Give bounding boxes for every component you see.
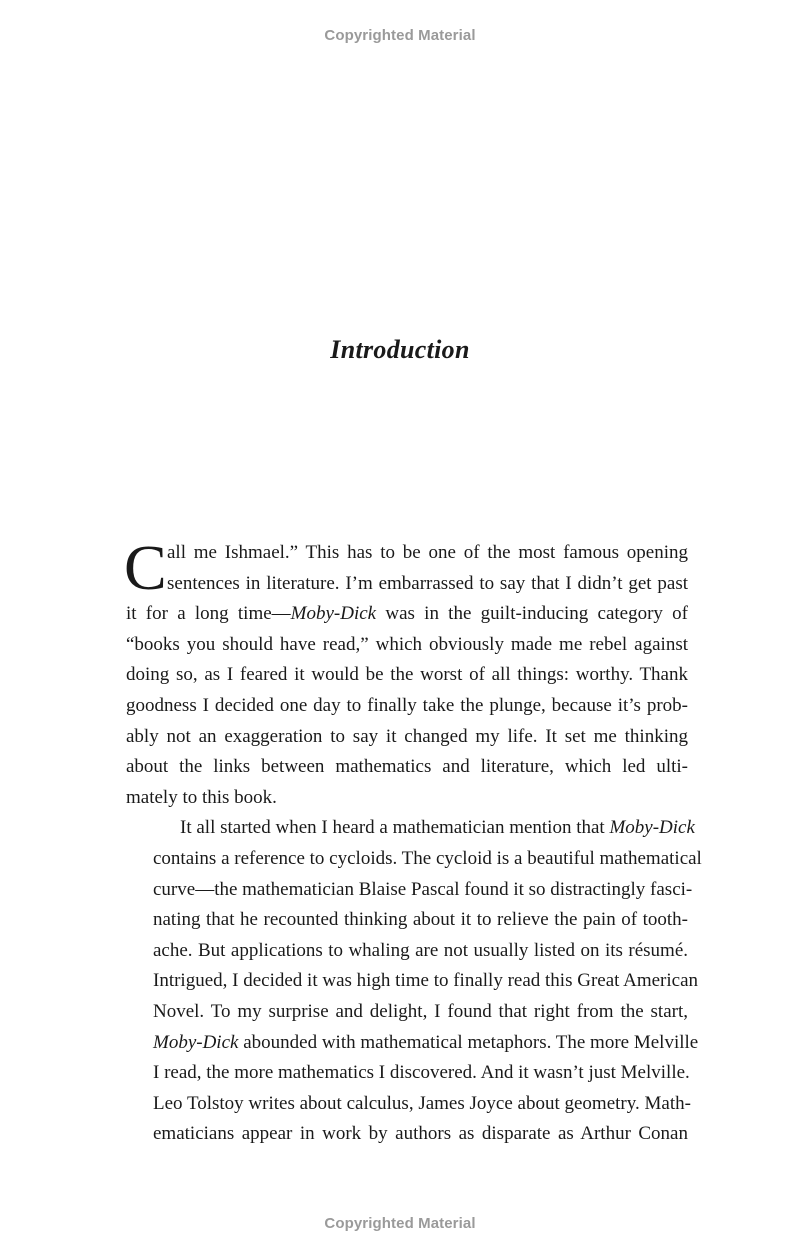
text-fragment: abounded with mathematical metaphors. The more Melville <box>243 1031 699 1053</box>
body-text <box>124 532 702 1150</box>
text-line: ematicians appear in work by authors as disparate as Arthur Conan <box>153 1123 688 1145</box>
text-line <box>126 599 688 630</box>
paragraph-1 <box>124 532 688 813</box>
text-fragment: it for a long time— <box>126 603 291 625</box>
copyright-watermark-bottom: Copyrighted Material <box>324 1215 476 1232</box>
copyright-watermark-top: Copyrighted Material <box>324 27 476 44</box>
text-line: ably not an exaggeration to say it changed my life. It set me thinking <box>126 725 688 747</box>
paragraph-2 <box>126 813 702 1150</box>
text-fragment: It all started when I heard a mathematician mention that <box>180 817 605 839</box>
book-title: Moby-Dick <box>290 603 377 625</box>
text-line <box>126 1028 699 1059</box>
text-line: about the links between mathematics and literature, which led ulti- <box>126 756 688 778</box>
text-line: doing so, as I feared it would be the worst of all things: worthy. Thank <box>126 664 688 686</box>
book-title: Moby-Dick <box>609 817 695 839</box>
text-line: Intrigued, I decided it was high time to finally read this Great American <box>153 970 699 992</box>
text-line: contains a reference to cycloids. The cycloid is a beautiful mathematical <box>153 847 702 869</box>
text-line <box>126 813 695 844</box>
text-fragment: was in the guilt-inducing category of <box>385 603 688 625</box>
text-line: nating that he recounted thinking about it to relieve the pain of tooth- <box>153 909 688 931</box>
text-line: Leo Tolstoy writes about calculus, James Joyce about geometry. Math- <box>153 1092 691 1114</box>
text-line: ache. But applications to whaling are not usually listed on its résumé. <box>153 939 688 961</box>
text-line: mately to this book. <box>126 786 277 808</box>
chapter-title: Introduction <box>330 335 470 365</box>
book-title: Moby-Dick <box>153 1031 239 1053</box>
drop-cap: C <box>124 532 167 603</box>
text-line: sentences in literature. I’m embarrassed to say that I didn’t get past <box>167 572 688 594</box>
text-line: goodness I decided one day to finally take the plunge, because it’s prob- <box>126 694 688 716</box>
text-line: all me Ishmael.” This has to be one of the most famous opening <box>167 542 688 563</box>
text-line: “books you should have read,” which obviously made me rebel against <box>126 633 688 655</box>
text-line: curve—the mathematician Blaise Pascal found it so distractingly fasci- <box>153 878 693 900</box>
text-line: I read, the more mathematics I discovered. And it wasn’t just Melville. <box>153 1062 690 1084</box>
text-line: Novel. To my surprise and delight, I found that right from the start, <box>153 1000 688 1022</box>
